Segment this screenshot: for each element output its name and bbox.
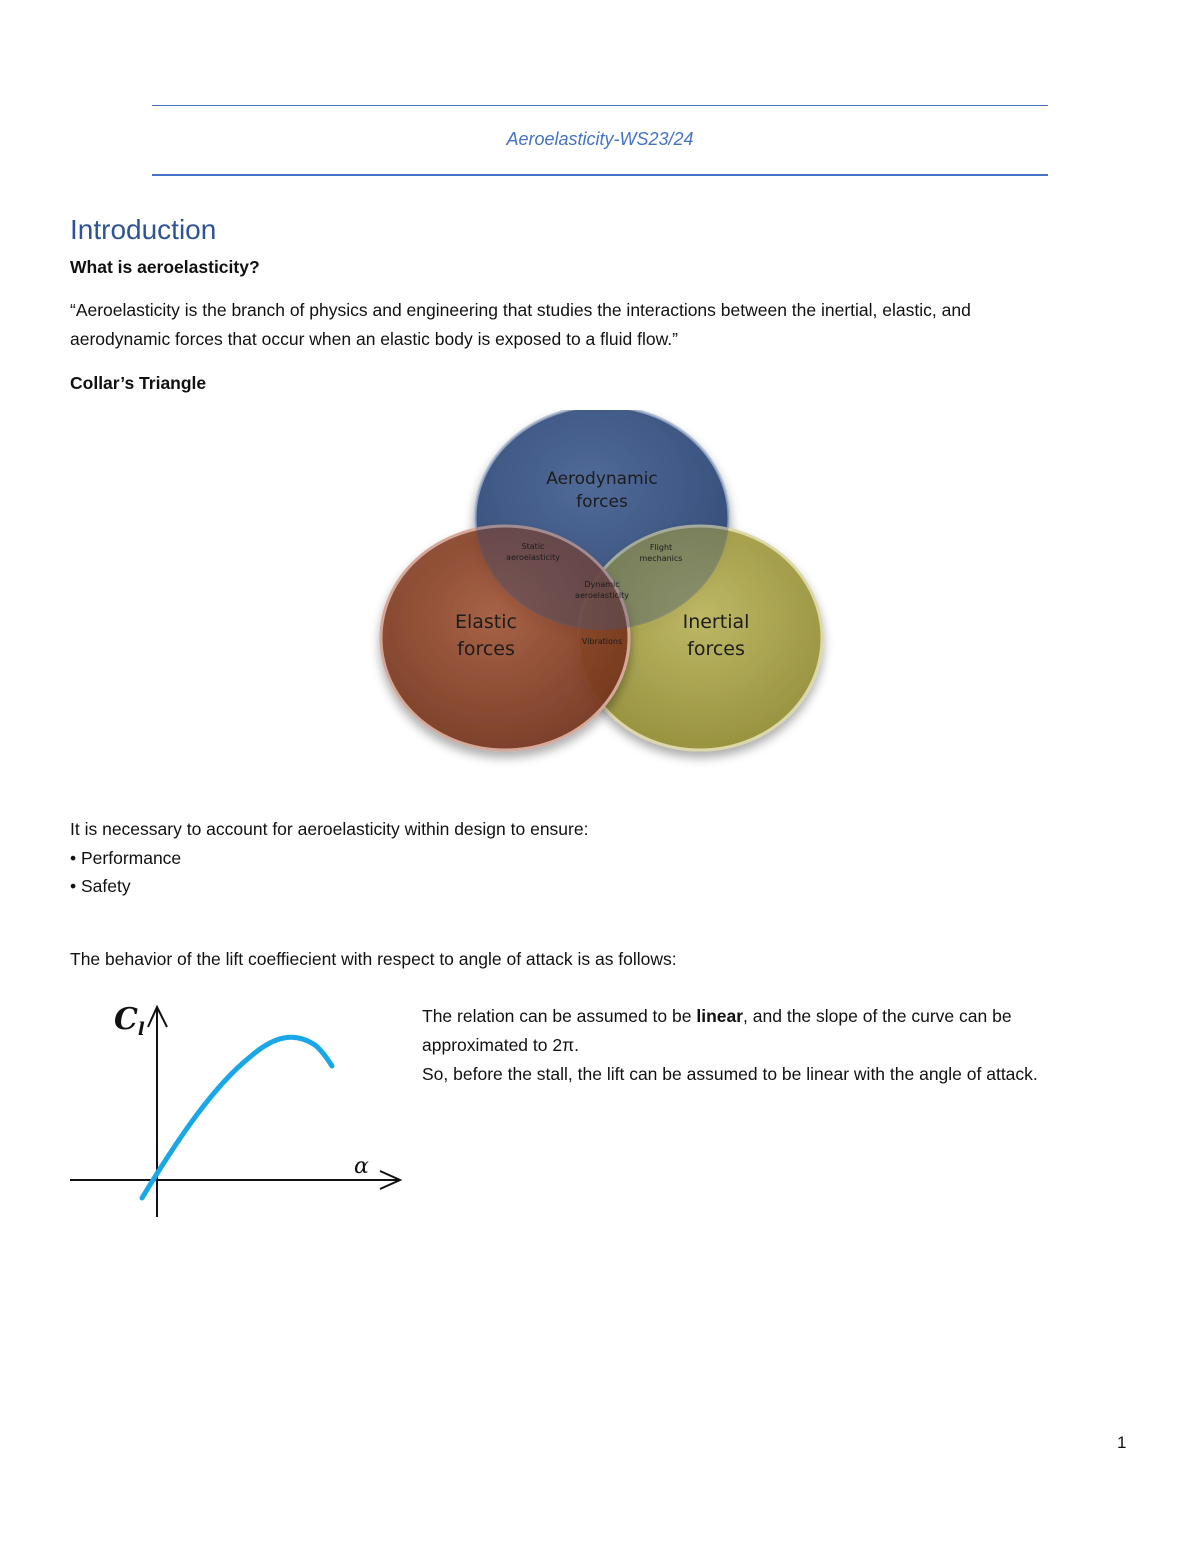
lift-curve xyxy=(142,1037,332,1198)
header-bottom-rule xyxy=(152,174,1048,176)
flight-label-2: mechanics xyxy=(639,554,683,563)
bullet-performance: • Performance xyxy=(70,848,182,868)
definition-line-2: aerodynamic forces that occur when an elastic body is exposed to a fluid flow.” xyxy=(70,329,678,349)
flight-label-1: Flight xyxy=(649,543,673,552)
lift-coefficient-sketch xyxy=(60,995,410,1225)
definition-line-1: “Aeroelasticity is the branch of physics and engineering that studies the interactions between the inertial, elastic, and xyxy=(70,300,971,320)
dynamic-label-1: Dynamic xyxy=(584,580,620,589)
bullet-safety: • Safety xyxy=(70,876,131,896)
lift-description xyxy=(422,1002,1162,1089)
page-number: 1 xyxy=(1117,1433,1127,1452)
definition-question: What is aeroelasticity? xyxy=(70,257,260,277)
aero-label-2: forces xyxy=(576,492,628,512)
collar-triangle-diagram xyxy=(370,410,840,770)
section-title: Introduction xyxy=(70,214,217,245)
aero-label-1: Aerodynamic xyxy=(546,469,658,489)
lift-desc-line-1: The relation can be assumed to be linear, and the slope of the curve can be xyxy=(422,1006,1012,1026)
inertial-label-1: Inertial xyxy=(682,611,750,633)
static-label-1: Static xyxy=(521,542,545,551)
elastic-label-2: forces xyxy=(457,638,515,660)
header-title: Aeroelasticity-WS23/24 xyxy=(506,129,694,149)
static-label-2: aeroelasticity xyxy=(506,553,560,562)
lift-desc-line-2: approximated to 2π. xyxy=(422,1035,580,1055)
vibrations-label: Vibrations xyxy=(581,637,623,646)
dynamic-label-2: aeroelasticity xyxy=(575,591,629,600)
design-intro: It is necessary to account for aeroelasticity within design to ensure: xyxy=(70,819,589,839)
inertial-label-2: forces xyxy=(687,638,745,660)
y-axis-label: $C_l$ xyxy=(114,1002,145,1040)
header-top-rule xyxy=(152,105,1048,106)
lift-intro: The behavior of the lift coeffiecient with respect to angle of attack is as follows: xyxy=(70,949,677,969)
x-axis-label: α xyxy=(354,1154,369,1179)
elastic-label-1: Elastic xyxy=(454,611,518,633)
lift-desc-line-3: So, before the stall, the lift can be assumed to be linear with the angle of attack. xyxy=(422,1064,1038,1084)
collar-triangle-title: Collar’s Triangle xyxy=(70,373,207,393)
